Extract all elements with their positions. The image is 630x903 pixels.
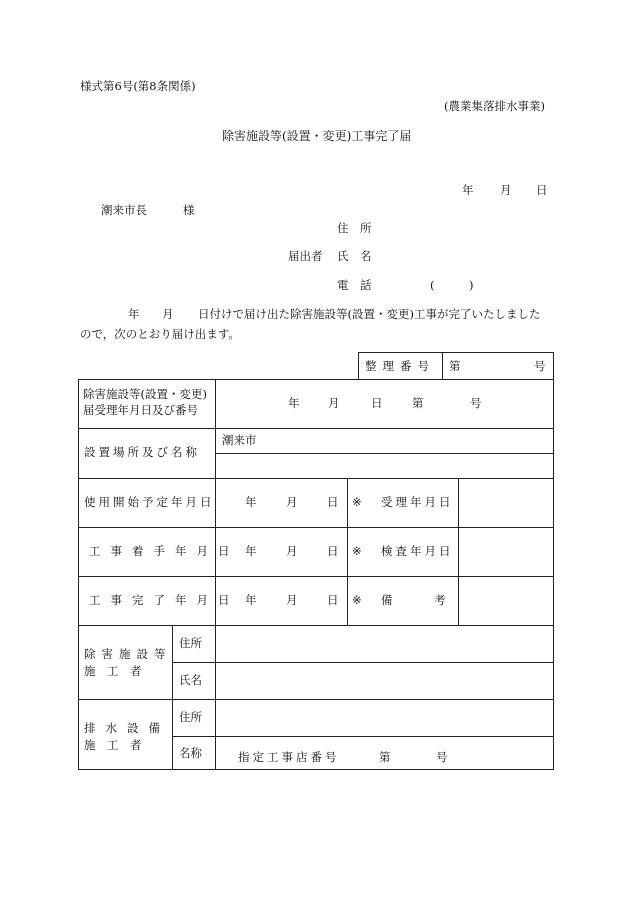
page-title: 除害施設等(設置・変更)工事完了届 [222,129,412,143]
start-year: 年 [245,495,257,509]
construction-start-label: 工事着手年月日 [89,544,240,558]
start-date-label: 使用開始予定年月日 [84,495,215,509]
designated-go: 号 [436,750,448,764]
start-month: 月 [286,495,298,509]
receipt-year: 年 [288,396,300,410]
completion-day: 日 [327,593,339,607]
acceptance-date-label: 受理年月日 [381,495,454,509]
construction-start-day: 日 [327,544,339,558]
start-day: 日 [327,495,339,509]
location-city: 潮来市 [222,433,257,447]
receipt-go: 号 [470,396,482,410]
project-type: (農業集落排水事業) [444,99,545,113]
note-mark-1: ※ [352,495,362,509]
completion-month: 月 [286,593,298,607]
form-number: 様式第6号(第8条関係) [80,79,196,93]
designated-dai: 第 [379,750,391,764]
construction-start-year: 年 [245,544,257,558]
addressee-honorific: 様 [183,203,195,217]
drainage-address-label: 住所 [179,710,202,724]
note-mark-3: ※ [352,593,362,607]
note-mark-2: ※ [352,544,362,558]
remarks-label-a: 備 [381,593,393,607]
contractor-name-label: 氏名 [179,673,202,687]
drainage-label-line1: 排水設備 [84,721,170,735]
receipt-month: 月 [328,396,340,410]
body-text-line1: 日付けで届け出た除害施設等(設置・変更)工事が完了いたしました [198,307,541,321]
receipt-day: 日 [371,396,383,410]
addressee-name: 潮来市長 [101,203,147,217]
drainage-label-line2: 施 工 者 [84,738,142,752]
applicant-name-label: 氏 名 [337,249,372,263]
location-label: 設置場所及び名称 [84,445,200,459]
contractor-label-line2: 施 工 者 [84,664,142,678]
drainage-company-label: 名称 [179,746,202,760]
applicant-role-label: 届出者 [288,249,323,263]
applicant-address-label: 住 所 [337,221,372,235]
contractor-label-line1: 除害施設等 [84,647,172,661]
body-month-label: 月 [162,307,174,321]
receipt-dai: 第 [412,396,424,410]
date-month-label: 月 [500,183,512,197]
completion-date-label: 工事完了年月日 [89,593,240,607]
receipt-label-line2: 届受理年月日及び番号 [83,403,198,417]
inspection-date-label: 検査年月日 [381,544,454,558]
completion-year: 年 [245,593,257,607]
construction-start-month: 月 [286,544,298,558]
contractor-address-label: 住所 [179,636,202,650]
applicant-phone-parens: ( ) [430,278,474,292]
applicant-phone-label: 電 話 [337,278,372,292]
remarks-label-b: 考 [434,593,446,607]
registration-number-label: 整理番号 [365,359,435,373]
date-year-label: 年 [462,183,474,197]
receipt-label-line1: 除害施設等(設置・変更) [83,387,207,401]
body-text-line2: ので，次のとおり届け出ます。 [80,327,240,341]
registration-prefix: 第 [449,359,461,373]
registration-suffix: 号 [534,359,546,373]
designated-contractor-number-label: 指定工事店番号 [238,750,340,764]
date-day-label: 日 [536,183,548,197]
body-year-label: 年 [128,307,140,321]
